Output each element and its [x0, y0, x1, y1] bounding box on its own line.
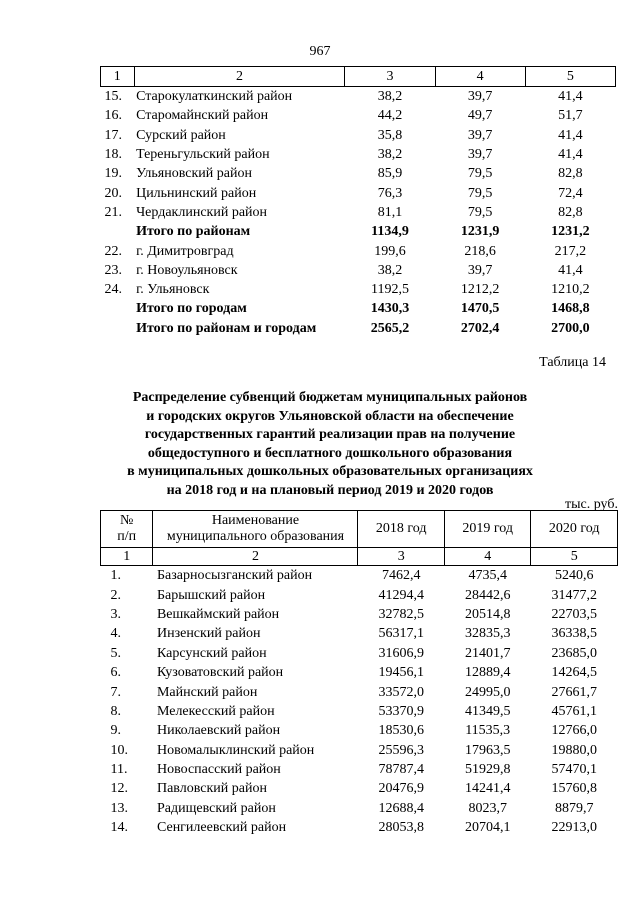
row-number: 10. [110, 742, 128, 758]
table-row [101, 644, 618, 663]
value-2020: 217,2 [554, 243, 587, 259]
value-2018: 38,2 [377, 147, 403, 163]
value-2018: 32782,5 [378, 606, 424, 622]
row-name: г. Новоульяновск [136, 262, 238, 278]
index-cell: 2 [153, 548, 358, 566]
value-2019: 39,7 [467, 262, 493, 278]
row-number: 21. [104, 204, 122, 220]
value-2020: 36338,5 [551, 626, 597, 642]
row-name: Сурский район [136, 127, 226, 143]
value-2020: 1468,8 [551, 301, 590, 317]
table-row [101, 682, 618, 701]
value-2020: 41,4 [558, 147, 583, 163]
row-number: 7. [110, 684, 121, 700]
table-row [101, 280, 616, 299]
value-2020: 45761,1 [551, 703, 597, 719]
value-2020: 22703,5 [551, 606, 597, 622]
title-line: на 2018 год и на плановый период 2019 и 2020 годов [166, 482, 494, 498]
table-row [101, 299, 616, 318]
value-2020: 5240,6 [554, 568, 594, 584]
header-2018: 2018 год [358, 511, 445, 548]
value-2018: 18530,6 [378, 723, 424, 739]
table-row [101, 241, 616, 260]
row-number: 15. [104, 89, 122, 105]
row-name: Тереньгульский район [136, 147, 270, 163]
value-2018: 20476,9 [378, 781, 424, 797]
value-2019: 17963,5 [464, 742, 511, 758]
row-number: 23. [104, 262, 122, 278]
value-2019: 1212,2 [460, 282, 500, 298]
row-name: Старокулаткинский район [136, 89, 293, 105]
value-2018: 1134,9 [371, 224, 409, 240]
row-name: Радищевский район [156, 800, 276, 816]
value-2019: 24995,0 [464, 684, 511, 700]
index-cell: 4 [444, 548, 531, 566]
value-2020: 82,8 [558, 204, 583, 220]
row-number: 5. [110, 645, 121, 661]
value-2019: 218,6 [464, 243, 496, 259]
header-2020: 2020 год [531, 511, 618, 548]
table-row [101, 741, 618, 760]
row-number: 2. [110, 587, 121, 603]
header-num-line: № [120, 513, 134, 528]
value-2018: 35,8 [377, 127, 403, 143]
row-number: 20. [104, 185, 122, 201]
table-row [101, 799, 618, 818]
table-row [101, 605, 618, 624]
value-2018: 76,3 [377, 185, 403, 201]
table-row [101, 663, 618, 682]
row-number: 13. [110, 800, 128, 816]
value-2020: 41,4 [558, 127, 583, 143]
row-number: 19. [104, 166, 122, 182]
column-index-row [101, 548, 618, 566]
row-name: Чердаклинский район [136, 204, 268, 220]
row-name: Сенгилеевский район [156, 820, 287, 836]
row-name: Барышский район [156, 587, 266, 603]
row-name: Павловский район [156, 781, 267, 797]
table-row [101, 203, 616, 222]
row-number: 12. [110, 781, 128, 797]
value-2019: 20704,1 [464, 820, 511, 836]
table-row [101, 702, 618, 721]
table-row [101, 760, 618, 779]
header-name-line: муниципального образования [166, 529, 345, 544]
page-number: 967 [309, 44, 331, 59]
title-line: общедоступного и бесплатного дошкольного образования [147, 445, 513, 461]
header-num [101, 511, 153, 548]
header-name-line: Наименование [211, 513, 300, 528]
value-2018: 33572,0 [378, 684, 424, 700]
row-name: Итого по районам и городам [136, 320, 317, 336]
row-name: Инзенский район [156, 626, 261, 642]
value-2018: 25596,3 [378, 742, 424, 758]
row-number: 18. [104, 147, 122, 163]
value-2018: 41294,4 [378, 587, 424, 603]
value-2019: 8023,7 [468, 800, 507, 816]
value-2019: 2702,4 [460, 320, 500, 336]
row-name: Базарносызганский район [156, 568, 313, 584]
value-2019: 1231,9 [460, 224, 500, 240]
value-2020: 27661,7 [551, 684, 597, 700]
value-2019: 39,7 [467, 147, 493, 163]
value-2020: 1210,2 [551, 282, 590, 298]
title-line: Распределение субвенций бюджетам муниципальных районов [132, 390, 528, 405]
header-cell: 1 [101, 67, 135, 87]
row-name: Итого по районам [136, 224, 251, 240]
table-row [101, 721, 618, 740]
row-name: Новомалыклинский район [156, 742, 315, 758]
header-cell: 2 [134, 67, 345, 87]
table-row [101, 222, 616, 241]
row-number: 4. [110, 626, 121, 642]
value-2019: 79,5 [467, 166, 493, 182]
row-number: 14. [110, 820, 128, 836]
value-2018: 12688,4 [378, 800, 424, 816]
table-label: Таблица 14 [539, 355, 606, 370]
table-row [101, 261, 616, 280]
value-2020: 8879,7 [554, 800, 594, 816]
row-number: 16. [104, 108, 122, 124]
value-2020: 57470,1 [551, 762, 597, 778]
header-cell: 3 [345, 67, 435, 87]
index-cell: 5 [531, 548, 618, 566]
value-2020: 1231,2 [551, 224, 590, 240]
table-row [101, 126, 616, 145]
table-title [80, 389, 580, 500]
row-name: Мелекесский район [156, 703, 275, 719]
row-name: г. Ульяновск [136, 282, 210, 298]
value-2019: 32835,3 [464, 626, 511, 642]
value-2020: 72,4 [558, 185, 583, 201]
row-name: Ульяновский район [136, 166, 252, 182]
row-name: Новоспасский район [156, 762, 281, 778]
title-line: в муниципальных дошкольных образовательных организациях [127, 464, 533, 479]
value-2018: 28053,8 [378, 820, 424, 836]
row-name: Цильнинский район [136, 185, 257, 201]
row-number [101, 222, 135, 241]
header-cell: 5 [525, 67, 615, 87]
value-2018: 1430,3 [370, 301, 410, 317]
value-2018: 44,2 [377, 108, 403, 124]
value-2018: 53370,9 [378, 703, 424, 719]
value-2018: 38,2 [377, 262, 403, 278]
row-number: 6. [110, 665, 121, 681]
table-row [101, 779, 618, 798]
row-number: 11. [110, 762, 128, 778]
value-2019: 79,5 [467, 204, 493, 220]
value-2018: 19456,1 [378, 665, 424, 681]
table-row [101, 624, 618, 643]
title-line: государственных гарантий реализации прав на получение [144, 427, 516, 442]
table-row [101, 145, 616, 164]
value-2019: 4735,4 [468, 568, 507, 584]
value-2019: 1470,5 [460, 301, 500, 317]
subvention-table [100, 510, 618, 837]
value-2020: 12766,0 [551, 723, 597, 739]
value-2018: 38,2 [377, 89, 403, 105]
value-2018: 78787,4 [378, 762, 424, 778]
row-number: 17. [104, 127, 122, 143]
value-2018: 2565,2 [370, 320, 410, 336]
table-row [101, 87, 616, 107]
value-2020: 51,7 [558, 108, 583, 124]
value-2019: 28442,6 [464, 587, 511, 603]
table-row [101, 319, 616, 338]
header-name [153, 511, 358, 548]
header-2019: 2019 год [444, 511, 531, 548]
value-2018: 199,6 [374, 243, 406, 259]
row-number: 1. [110, 568, 121, 584]
row-number: 8. [110, 703, 121, 719]
row-name: Кузоватовский район [156, 665, 284, 681]
value-2020: 19880,0 [551, 742, 597, 758]
row-number: 24. [104, 282, 122, 298]
table-row [101, 585, 618, 604]
row-name: Майнский район [156, 684, 258, 700]
value-2020: 14264,5 [551, 665, 597, 681]
table-row [101, 818, 618, 837]
header-cell: 4 [435, 67, 525, 87]
row-name: Старомайнский район [136, 108, 269, 124]
value-2020: 15760,8 [551, 781, 597, 797]
table-row [101, 566, 618, 586]
row-name: Итого по городам [136, 301, 247, 317]
title-line: и городских округов Ульяновской области на обеспечение [146, 408, 514, 424]
header-num-line: п/п [117, 529, 137, 544]
value-2019: 39,7 [467, 127, 493, 143]
table-header-row [101, 67, 616, 87]
value-2020: 22913,0 [551, 820, 597, 836]
value-2020: 2700,0 [551, 320, 590, 336]
value-2019: 41349,5 [464, 703, 511, 719]
value-2019: 14241,4 [464, 781, 511, 797]
index-cell: 1 [101, 548, 153, 566]
row-name: Карсунский район [156, 645, 267, 661]
value-2020: 82,8 [558, 166, 583, 182]
row-number [101, 319, 135, 338]
units-label: тыс. руб. [565, 497, 618, 512]
value-2020: 41,4 [558, 89, 583, 105]
table-row [101, 183, 616, 202]
value-2019: 39,7 [467, 89, 493, 105]
value-2018: 85,9 [377, 166, 403, 182]
value-2019: 11535,3 [465, 723, 511, 739]
row-name: Николаевский район [156, 723, 281, 739]
row-name: Вешкаймский район [156, 606, 280, 622]
continuation-table [100, 66, 616, 338]
value-2018: 1192,5 [370, 282, 409, 298]
value-2019: 20514,8 [464, 606, 511, 622]
table-row [101, 106, 616, 125]
value-2018: 7462,4 [381, 568, 421, 584]
value-2018: 31606,9 [378, 645, 424, 661]
value-2019: 21401,7 [464, 645, 511, 661]
table-row [101, 164, 616, 183]
row-name: г. Димитровград [136, 243, 234, 259]
value-2019: 49,7 [467, 108, 493, 124]
value-2020: 23685,0 [551, 645, 597, 661]
index-cell: 3 [358, 548, 445, 566]
row-number: 9. [110, 723, 121, 739]
value-2019: 12889,4 [464, 665, 511, 681]
value-2018: 56317,1 [378, 626, 424, 642]
row-number: 22. [104, 243, 122, 259]
row-number [101, 299, 135, 318]
value-2020: 31477,2 [551, 587, 597, 603]
row-number: 3. [110, 606, 121, 622]
value-2019: 51929,8 [464, 762, 511, 778]
value-2018: 81,1 [377, 204, 403, 220]
table-header-row [101, 511, 618, 548]
value-2020: 41,4 [558, 262, 583, 278]
value-2019: 79,5 [467, 185, 493, 201]
